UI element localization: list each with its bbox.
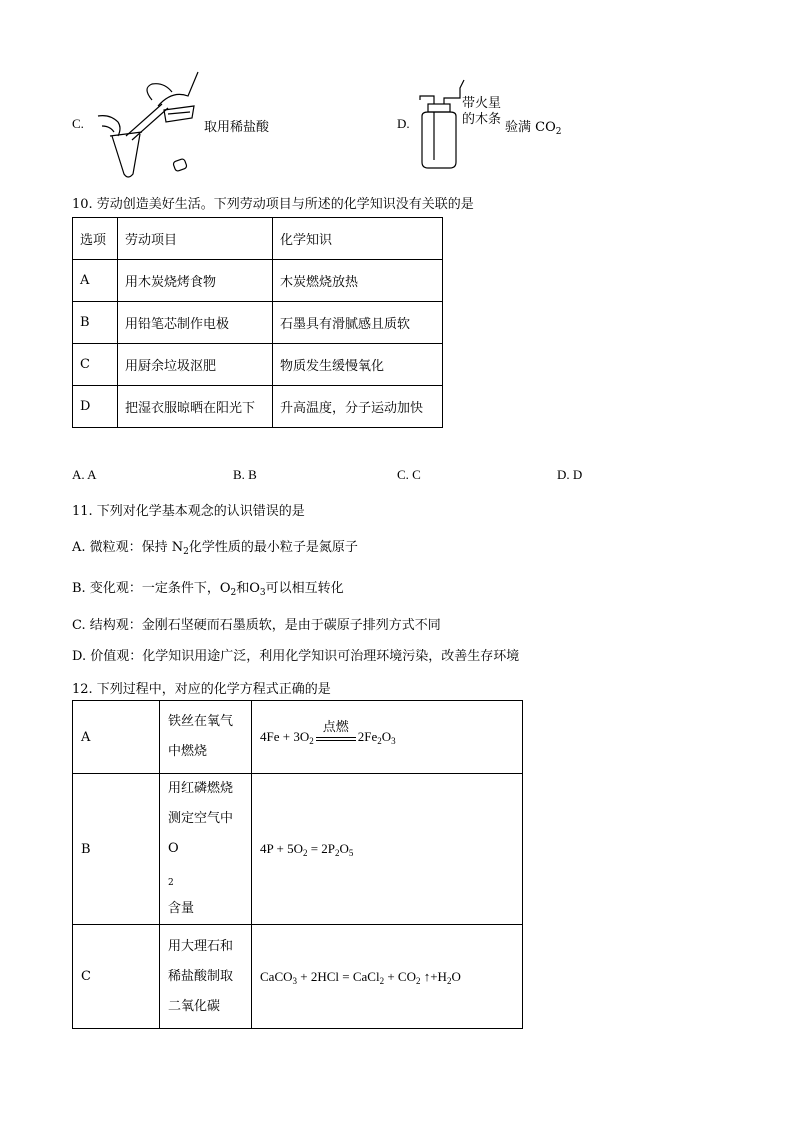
- table-cell: 木炭燃烧放热: [273, 260, 443, 302]
- q11-stem: 11. 下列对化学基本观念的认识错误的是: [72, 504, 305, 519]
- table-cell-label: A: [73, 701, 160, 774]
- table-row: [73, 344, 443, 386]
- table-cell: C: [73, 344, 118, 386]
- table-cell-equation: [252, 925, 523, 1029]
- wood-splint-callout-1: 带火星: [462, 96, 502, 111]
- option-d-label: D.: [397, 116, 410, 131]
- q10-table: [72, 217, 443, 428]
- table-cell: 用厨余垃圾沤肥: [118, 344, 273, 386]
- table-row: [73, 701, 523, 774]
- table-cell-label: C: [73, 925, 160, 1029]
- option-d-text: 验满 $CO_2$: [505, 120, 562, 137]
- q10-answer-a[interactable]: A. A: [72, 467, 97, 482]
- table-header-cell: 化学知识: [273, 218, 443, 260]
- table-row: [73, 925, 523, 1029]
- table-cell-label: B: [73, 774, 160, 925]
- table-cell: B: [73, 302, 118, 344]
- q12-table: [72, 700, 523, 1029]
- table-cell: A: [73, 260, 118, 302]
- table-cell: 用铅笔芯制作电极: [118, 302, 273, 344]
- gas-arrow-icon: ↑: [423, 968, 431, 984]
- q10-answer-c[interactable]: C. C: [397, 467, 421, 482]
- table-cell-process: 用大理石和 稀盐酸制取 二氧化碳: [160, 925, 252, 1029]
- option-c-label: C.: [72, 116, 84, 131]
- pouring-acid-illustration: [92, 66, 204, 182]
- table-row: [73, 386, 443, 428]
- q11-option-a[interactable]: A. 微粒观：保持 $N_2$化学性质的最小粒子是氮原子: [72, 540, 358, 557]
- q10-stem: 10. 劳动创造美好生活。下列劳动项目与所述的化学知识没有关联的是: [72, 197, 474, 212]
- table-cell-equation: [252, 774, 523, 925]
- table-row: [73, 774, 523, 925]
- wood-splint-callout-2: 的木条: [462, 112, 502, 127]
- table-header-row: [73, 218, 443, 260]
- table-cell: 升高温度，分子运动加快: [273, 386, 443, 428]
- equation-p-combustion: $4P + 5O_2 = 2P_2O_5$: [260, 841, 354, 858]
- q11-option-c[interactable]: C. 结构观：金刚石坚硬而石墨质软，是由于碳原子排列方式不同: [72, 618, 441, 633]
- table-header-cell: 选项: [73, 218, 118, 260]
- q12-stem: 12. 下列过程中，对应的化学方程式正确的是: [72, 682, 331, 697]
- table-cell-process: 用红磷燃烧 测定空气中 O $_2$ 含量: [160, 774, 252, 925]
- equation-caco3-hcl: CaCO$_3$ + 2HCl = CaCl$_2$ + $CO_2$ $↑+H_2O$: [260, 968, 461, 986]
- table-cell: D: [73, 386, 118, 428]
- q11-option-b[interactable]: B. 变化观：一定条件下，$O_2$和$O_3$可以相互转化: [72, 581, 344, 598]
- table-cell: 物质发生缓慢氧化: [273, 344, 443, 386]
- option-c-text: 取用稀盐酸: [204, 120, 270, 135]
- table-cell-process: 铁丝在氧气 中燃烧: [160, 701, 252, 774]
- gas-bottle-illustration: [414, 76, 466, 172]
- table-cell: 把湿衣服晾晒在阳光下: [118, 386, 273, 428]
- table-header-cell: 劳动项目: [118, 218, 273, 260]
- table-cell: 用木炭烧烤食物: [118, 260, 273, 302]
- q11-option-d[interactable]: D. 价值观：化学知识用途广泛，利用化学知识可治理环境污染，改善生存环境: [72, 649, 520, 664]
- table-row: [73, 260, 443, 302]
- table-cell: 石墨具有滑腻感且质软: [273, 302, 443, 344]
- q10-answer-b[interactable]: B. B: [233, 467, 257, 482]
- equation-fe-combustion: $4Fe + 3O_2$ 点燃 $2Fe_2O_3$: [260, 720, 396, 746]
- table-row: [73, 302, 443, 344]
- q10-answer-d[interactable]: D. D: [557, 467, 583, 482]
- table-cell-equation: [252, 701, 523, 774]
